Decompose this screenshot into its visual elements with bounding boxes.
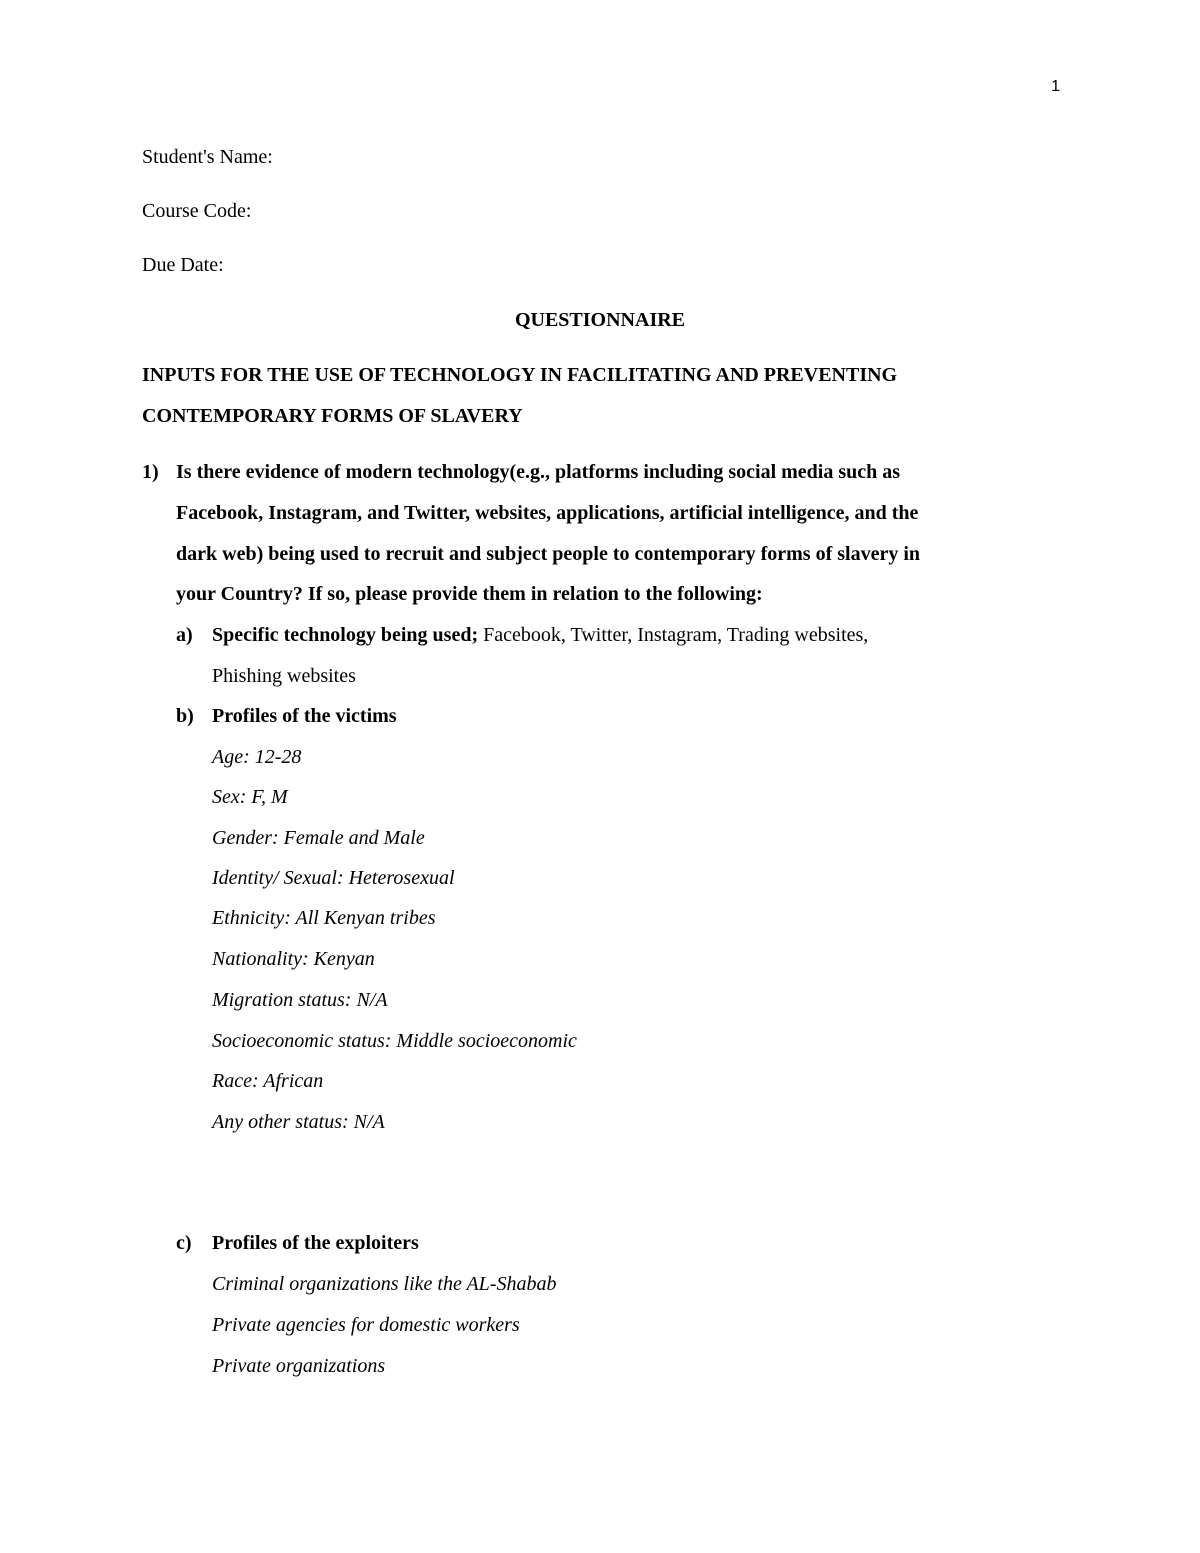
- item-a-line-2: Phishing websites: [212, 665, 356, 687]
- item-c-label: Profiles of the exploiters: [212, 1232, 419, 1254]
- heading-line-2: CONTEMPORARY FORMS OF SLAVERY: [142, 405, 523, 427]
- due-date-line: Due Date:: [142, 254, 224, 276]
- victim-other-status: Any other status: N/A: [212, 1111, 385, 1133]
- heading-line-1: INPUTS FOR THE USE OF TECHNOLOGY IN FACILITATING AND PREVENTING: [142, 364, 898, 386]
- course-code-line: Course Code:: [142, 200, 252, 222]
- victim-race: Race: African: [212, 1070, 324, 1092]
- exploiter-private-agencies: Private agencies for domestic workers: [212, 1314, 520, 1336]
- question-line-2: Facebook, Instagram, and Twitter, websites, applications, artificial intelligence, and the: [176, 502, 919, 524]
- question-line-1: Is there evidence of modern technology(e.g., platforms including social media such as: [176, 461, 901, 483]
- victim-sex: Sex: F, M: [212, 786, 288, 808]
- question-line-3: dark web) being used to recruit and subject people to contemporary forms of slavery in: [176, 543, 921, 565]
- item-a-line-1: [212, 623, 868, 647]
- page-number: 1: [1051, 78, 1060, 95]
- item-a-answer: Facebook, Twitter, Instagram, Trading websites,: [478, 624, 869, 646]
- item-c-letter: c): [176, 1232, 192, 1254]
- exploiter-criminal-organizations: Criminal organizations like the AL-Shabab: [212, 1273, 557, 1295]
- victim-age: Age: 12-28: [212, 746, 302, 768]
- victim-nationality: Nationality: Kenyan: [212, 948, 375, 970]
- item-b-label: Profiles of the victims: [212, 705, 397, 727]
- exploiter-private-organizations: Private organizations: [212, 1355, 386, 1377]
- victim-migration-status: Migration status: N/A: [212, 989, 388, 1011]
- victim-ethnicity: Ethnicity: All Kenyan tribes: [212, 907, 436, 929]
- student-name-line: Student's Name:: [142, 146, 273, 168]
- item-a-label: Specific technology being used;: [212, 624, 479, 646]
- victim-gender: Gender: Female and Male: [212, 827, 425, 849]
- victim-identity: Identity/ Sexual: Heterosexual: [212, 867, 455, 889]
- item-b-letter: b): [176, 705, 194, 727]
- question-line-4: your Country? If so, please provide them in relation to the following:: [176, 583, 763, 605]
- document-title: QUESTIONNAIRE: [514, 309, 686, 331]
- item-a-letter: a): [176, 624, 193, 646]
- victim-socioeconomic-status: Socioeconomic status: Middle socioeconomic: [212, 1030, 577, 1052]
- question-number: 1): [142, 461, 159, 483]
